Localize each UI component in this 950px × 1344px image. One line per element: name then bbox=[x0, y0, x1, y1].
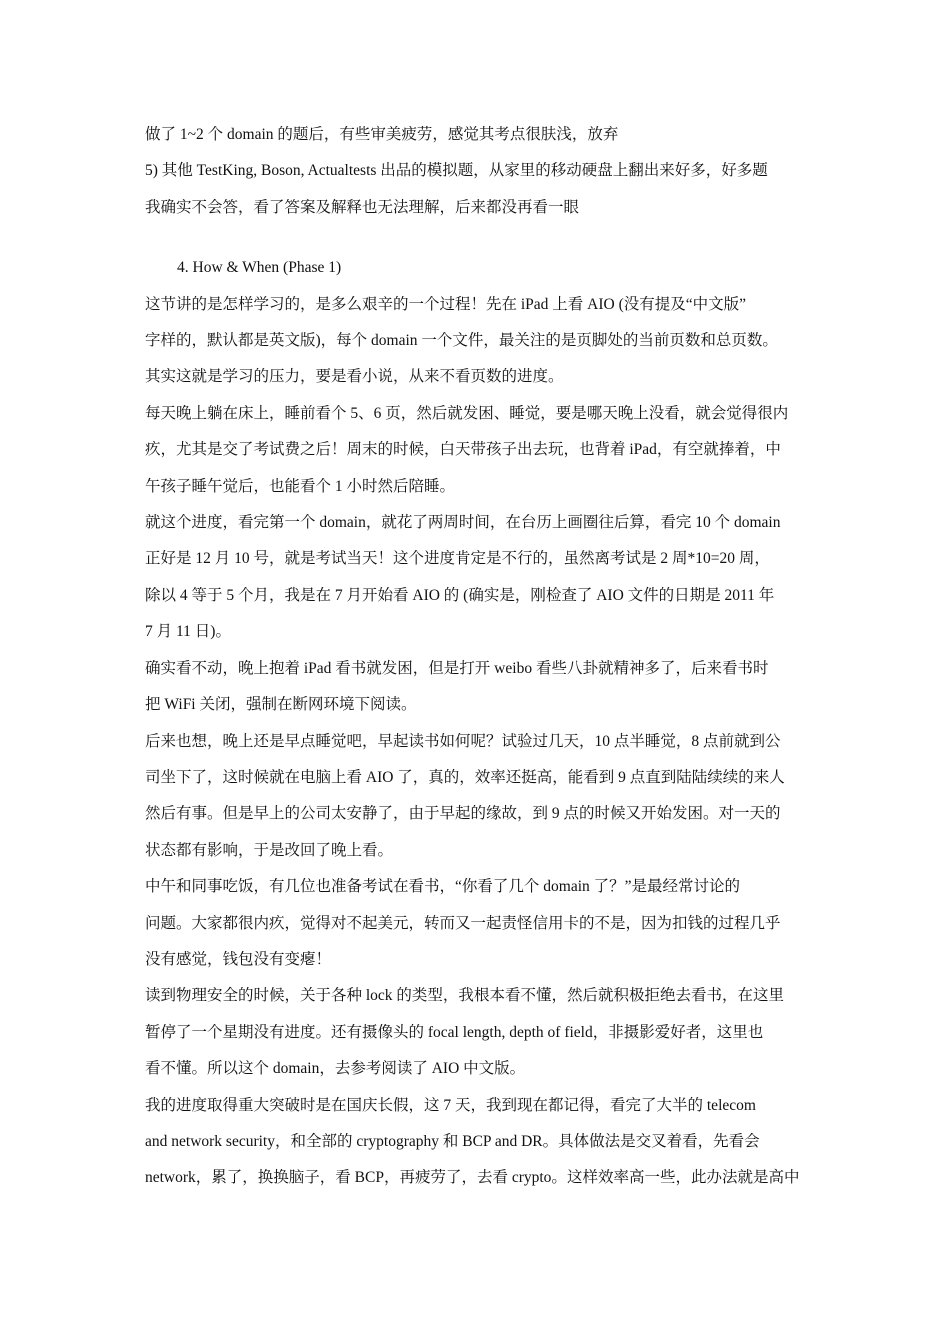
text-line: and network security，和全部的 cryptography 和 BCP and DR。具体做法是交叉着看，先看会 bbox=[145, 1132, 760, 1150]
document-body bbox=[145, 117, 810, 1197]
text-line: 问题。大家都很内疚，觉得对不起美元，转而又一起责怪信用卡的不是，因为扣钱的过程几乎 bbox=[145, 914, 781, 932]
paragraph bbox=[145, 724, 810, 870]
section-heading: 4. How & When (Phase 1) bbox=[177, 259, 342, 277]
text-line: 我确实不会答，看了答案及解释也无法理解，后来都没再看一眼 bbox=[145, 198, 580, 216]
text-line: network，累了，换换脑子，看 BCP，再疲劳了，去看 crypto。这样效率高一些，此办法就是高中 bbox=[145, 1169, 800, 1187]
text-line: 读到物理安全的时候，关于各种 lock 的类型，我根本看不懂，然后就积极拒绝去看书，在这里 bbox=[145, 987, 784, 1005]
text-line: 这节讲的是怎样学习的，是多么艰辛的一个过程！先在 iPad 上看 AIO (没有提及“中文版” bbox=[145, 295, 747, 313]
text-line: 暂停了一个星期没有进度。还有摄像头的 focal length, depth of field，非摄影爱好者，这里也 bbox=[145, 1023, 764, 1041]
intro-paragraph bbox=[145, 117, 810, 226]
text-line: 中午和同事吃饭，有几位也准备考试在看书，“你看了几个 domain 了？”是最经常讨论的 bbox=[145, 878, 741, 896]
paragraph bbox=[145, 651, 810, 724]
text-line: 我的进度取得重大突破时是在国庆长假，这 7 天，我到现在都记得，看完了大半的 telecom bbox=[145, 1096, 756, 1114]
text-line: 状态都有影响，于是改回了晚上看。 bbox=[145, 841, 394, 859]
text-line: 5) 其他 TestKing, Boson, Actualtests 出品的模拟题，从家里的移动硬盘上翻出来好多，好多题 bbox=[145, 162, 768, 180]
text-line: 正好是 12 月 10 号，就是考试当天！这个进度肯定是不行的，虽然离考试是 2 周*10=20 周， bbox=[145, 550, 770, 568]
paragraph bbox=[145, 505, 810, 651]
text-line: 做了 1~2 个 domain 的题后，有些审美疲劳，感觉其考点很肤浅，放弃 bbox=[145, 126, 619, 143]
text-line: 确实看不动，晚上抱着 iPad 看书就发困，但是打开 weibo 看些八卦就精神多了，后来看书时 bbox=[145, 659, 769, 677]
paragraph bbox=[145, 287, 810, 396]
paragraph bbox=[145, 396, 810, 505]
text-line: 其实这就是学习的压力，要是看小说，从来不看页数的进度。 bbox=[145, 368, 564, 386]
text-line: 没有感觉，钱包没有变瘪！ bbox=[145, 950, 332, 968]
text-line: 看不懂。所以这个 domain，去参考阅读了 AIO 中文版。 bbox=[145, 1060, 526, 1078]
text-line: 把 WiFi 关闭，强制在断网环境下阅读。 bbox=[145, 696, 417, 714]
text-line: 就这个进度，看完第一个 domain，就花了两周时间，在台历上画圈往后算，看完 10 个 domain bbox=[145, 514, 781, 532]
text-line: 除以 4 等于 5 个月，我是在 7 月开始看 AIO 的 (确实是，刚检查了 AIO 文件的日期是 2011 年 bbox=[145, 586, 775, 604]
text-line: 然后有事。但是早上的公司太安静了，由于早起的缘故，到 9 点的时候又开始发困。对一天的 bbox=[145, 805, 781, 823]
text-line: 后来也想，晚上还是早点睡觉吧，早起读书如何呢？试验过几天，10 点半睡觉，8 点前就到公 bbox=[145, 732, 781, 750]
text-line: 每天晚上躺在床上，睡前看个 5、6 页，然后就发困、睡觉，要是哪天晚上没看，就会觉得很内 bbox=[145, 404, 789, 422]
text-line: 字样的，默认都是英文版)，每个 domain 一个文件，最关注的是页脚处的当前页数和总页数。 bbox=[145, 332, 778, 350]
text-line: 司坐下了，这时候就在电脑上看 AIO 了，真的，效率还挺高，能看到 9 点直到陆陆续续的来人 bbox=[145, 768, 785, 786]
text-line: 疚，尤其是交了考试费之后！周末的时候，白天带孩子出去玩，也背着 iPad，有空就捧着，中 bbox=[145, 441, 781, 459]
paragraph bbox=[145, 869, 810, 978]
paragraph bbox=[145, 978, 810, 1087]
text-line: 午孩子睡午觉后，也能看个 1 小时然后陪睡。 bbox=[145, 477, 456, 495]
paragraph bbox=[145, 1088, 810, 1197]
text-line: 7 月 11 日)。 bbox=[145, 623, 231, 641]
